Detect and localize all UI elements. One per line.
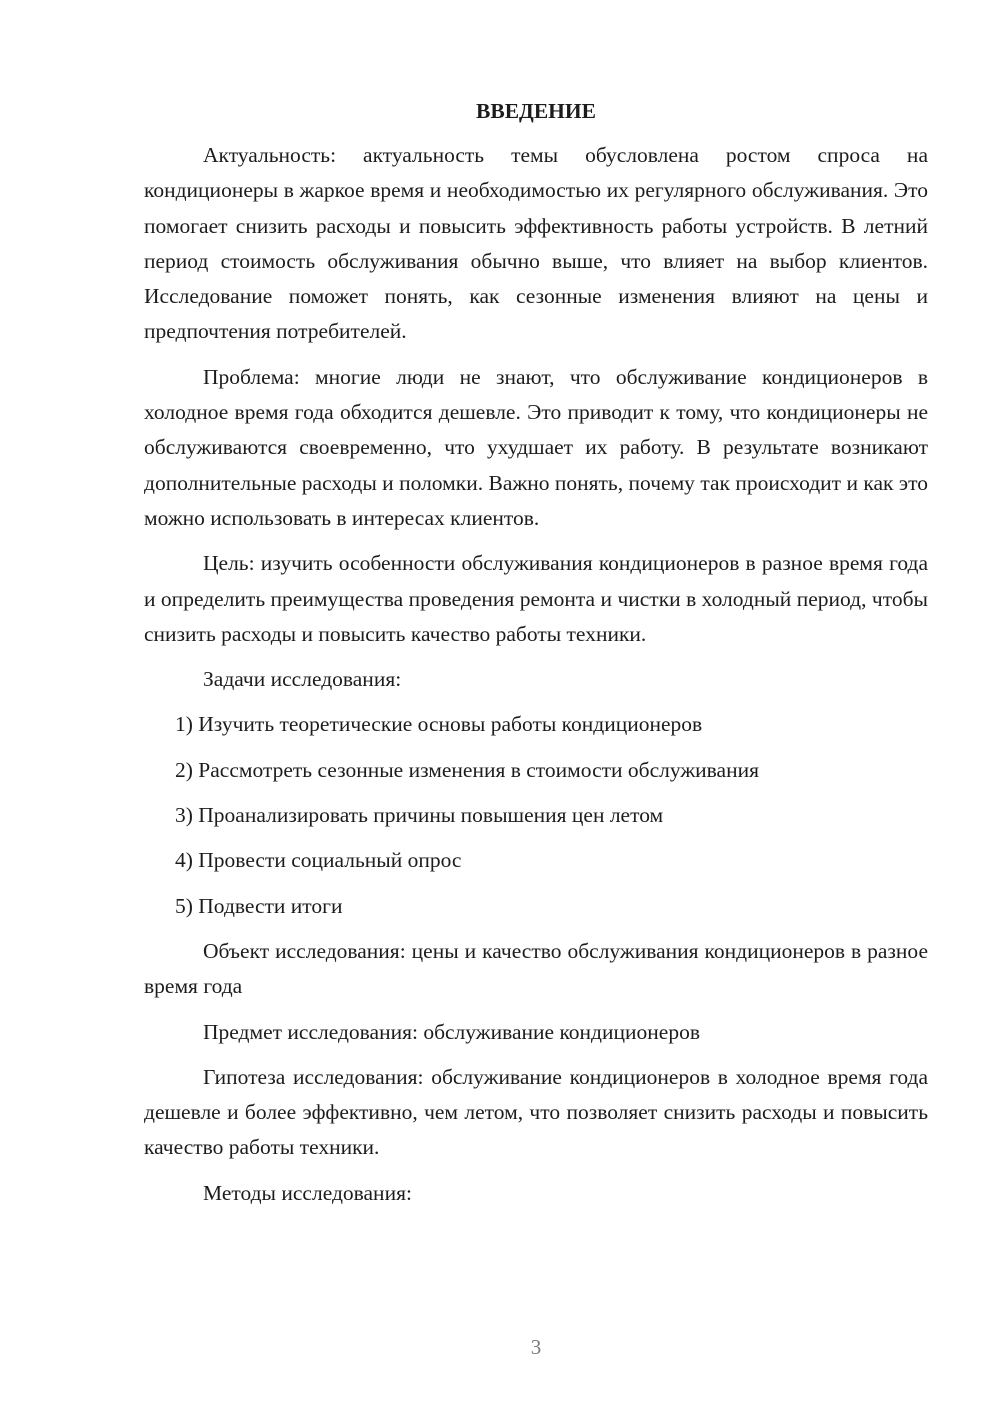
tasks-heading: Задачи исследования:	[203, 667, 402, 692]
paragraph-subject: Предмет исследования: обслуживание кондиционеров	[203, 1019, 700, 1044]
list-item: 1) Изучить теоретические основы работы кондиционеров	[175, 712, 703, 737]
list-item: 4) Провести социальный опрос	[175, 848, 462, 873]
list-item: 5) Подвести итоги	[175, 893, 343, 918]
paragraph-problem: Проблема: многие люди не знают, что обслуживание кондиционеров в холодное время года обходится дешевле. Это приводит к тому, что кондиционеры не обслуживаются своевременно, что ухудшает их работу. В результате возникают дополнительные расходы и поломки. Важно понять, почему так происходит и как это можно использовать в интересах клиентов.	[144, 364, 928, 530]
methods-heading: Методы исследования:	[203, 1180, 412, 1205]
paragraph-relevance: Актуальность: актуальность темы обусловлена ростом спроса на кондиционеры в жаркое время и необходимостью их регулярного обслуживания. Это помогает снизить расходы и повысить эффективность работы устройств. В летний период стоимость обслуживания обычно выше, что влияет на выбор клиентов. Исследование поможет понять, как сезонные изменения влияют на цены и предпочтения потребителей.	[144, 143, 928, 344]
page-number: 3	[530, 1335, 542, 1359]
page-content	[144, 95, 928, 1221]
paragraph-goal: Цель: изучить особенности обслуживания кондиционеров в разное время года и определить преимущества проведения ремонта и чистки в холодный период, чтобы снизить расходы и повысить качество работы техники.	[144, 551, 928, 646]
tasks-list	[144, 707, 928, 923]
paragraph-hypothesis: Гипотеза исследования: обслуживание кондиционеров в холодное время года дешевле и более эффективно, чем летом, что позволяет снизить расходы и повысить качество работы техники.	[144, 1064, 928, 1160]
page-title: ВВЕДЕНИЕ	[476, 99, 596, 123]
list-item: 2) Рассмотреть сезонные изменения в стоимости обслуживания	[175, 757, 759, 782]
paragraph-object: Объект исследования: цены и качество обслуживания кондиционеров в разное время года	[144, 938, 928, 999]
list-item: 3) Проанализировать причины повышения цен летом	[175, 803, 664, 828]
